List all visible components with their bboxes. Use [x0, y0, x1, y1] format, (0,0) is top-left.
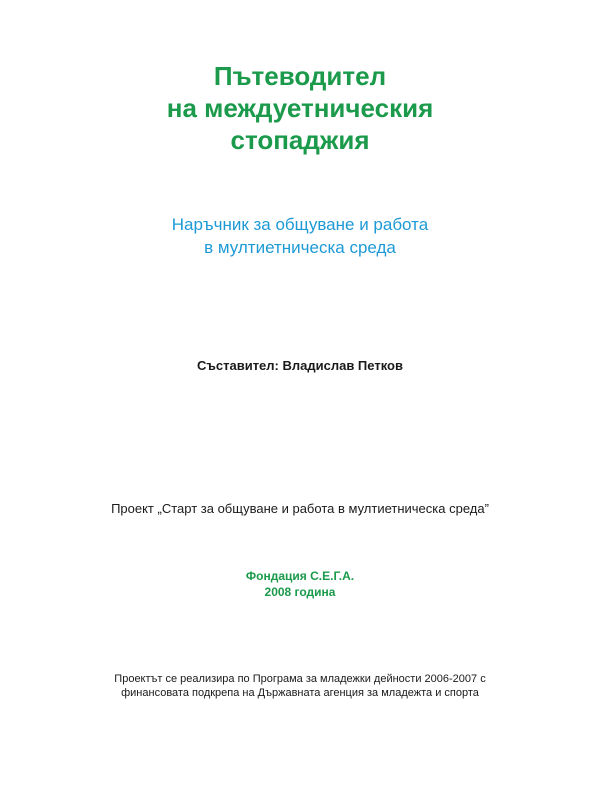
funding-note-line-2: финансовата подкрепа на Държавната агенция за младежта и спорта — [121, 687, 479, 699]
funding-note-line-1: Проектът се реализира по Програма за младежки дейности 2006-2007 с — [114, 673, 486, 685]
book-title-line-2: на междуетническия — [166, 93, 434, 123]
book-subtitle — [0, 213, 600, 259]
book-subtitle-line-2: в мултиетническа среда — [204, 238, 396, 257]
foundation-block — [0, 568, 600, 600]
book-title-line-1: Пътеводител — [213, 61, 387, 91]
book-title — [0, 60, 600, 156]
compiler-credit: Съставител: Владислав Петков — [197, 358, 403, 373]
book-title-line-3: стопаджия — [230, 125, 370, 155]
book-subtitle-line-1: Наръчник за общуване и работа — [171, 215, 429, 234]
foundation-name: Фондация С.Е.Г.А. — [245, 569, 355, 583]
project-name: Проект „Старт за общуване и работа в мултиетническа среда” — [111, 501, 489, 516]
publication-year: 2008 година — [264, 585, 336, 599]
funding-note — [0, 672, 600, 700]
